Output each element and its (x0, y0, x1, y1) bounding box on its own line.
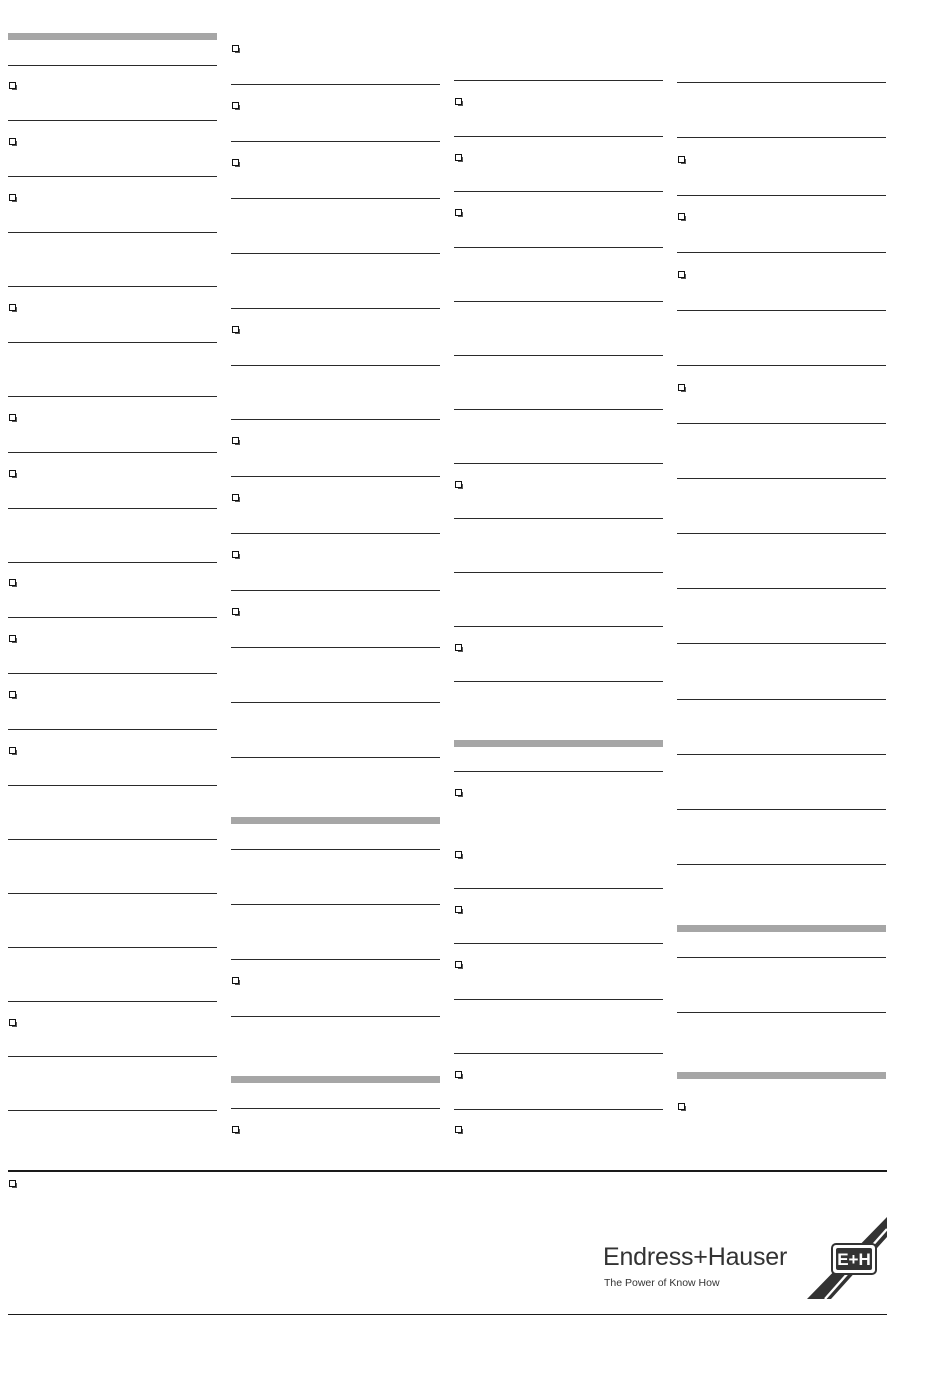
field-rule (231, 757, 440, 758)
checkbox[interactable] (9, 579, 16, 586)
field-rule (8, 1001, 217, 1002)
field-rule (231, 253, 440, 254)
field-rule (454, 409, 663, 410)
checkbox[interactable] (455, 154, 462, 161)
field-rule (454, 572, 663, 573)
section-header-bar (454, 740, 663, 747)
field-rule (454, 247, 663, 248)
field-rule (231, 141, 440, 142)
field-rule (231, 308, 440, 309)
field-rule (231, 198, 440, 199)
checkbox[interactable] (455, 789, 462, 796)
checkbox[interactable] (678, 384, 685, 391)
field-rule (8, 947, 217, 948)
section-header-bar (677, 1072, 886, 1079)
field-rule (8, 396, 217, 397)
field-rule (454, 136, 663, 137)
field-rule (8, 1110, 217, 1111)
checkbox[interactable] (455, 906, 462, 913)
field-rule (454, 771, 663, 772)
field-rule (231, 647, 440, 648)
checkbox[interactable] (9, 82, 16, 89)
field-rule (677, 809, 886, 810)
checkbox[interactable] (9, 194, 16, 201)
field-rule (8, 1056, 217, 1057)
field-rule (677, 423, 886, 424)
field-rule (677, 82, 886, 83)
form-column-3 (454, 0, 663, 1165)
field-rule (8, 342, 217, 343)
form-column-2 (231, 0, 440, 1165)
section-header-bar (8, 33, 217, 40)
field-rule (8, 232, 217, 233)
checkbox[interactable] (9, 470, 16, 477)
field-rule (454, 888, 663, 889)
field-rule (231, 959, 440, 960)
field-rule (677, 864, 886, 865)
checkbox[interactable] (9, 635, 16, 642)
checkbox[interactable] (9, 691, 16, 698)
checkbox[interactable] (455, 961, 462, 968)
field-rule (677, 643, 886, 644)
checkbox[interactable] (455, 481, 462, 488)
checkbox[interactable] (232, 437, 239, 444)
checkbox[interactable] (232, 45, 239, 52)
field-rule (677, 1012, 886, 1013)
field-rule (454, 1109, 663, 1110)
field-rule (454, 999, 663, 1000)
field-rule (677, 252, 886, 253)
footer-checkbox[interactable] (9, 1180, 16, 1187)
brand-tagline: The Power of Know How (604, 1277, 720, 1289)
field-rule (231, 533, 440, 534)
checkbox[interactable] (9, 304, 16, 311)
checkbox[interactable] (232, 102, 239, 109)
field-rule (8, 839, 217, 840)
field-rule (454, 1053, 663, 1054)
field-rule (677, 957, 886, 958)
section-header-bar (231, 817, 440, 824)
field-rule (454, 943, 663, 944)
checkbox[interactable] (232, 608, 239, 615)
checkbox[interactable] (9, 414, 16, 421)
checkbox[interactable] (455, 851, 462, 858)
field-rule (231, 419, 440, 420)
field-rule (231, 702, 440, 703)
brand-name: Endress+Hauser (603, 1243, 788, 1271)
field-rule (677, 533, 886, 534)
checkbox[interactable] (232, 326, 239, 333)
field-rule (231, 849, 440, 850)
checkbox[interactable] (455, 98, 462, 105)
field-rule (231, 590, 440, 591)
checkbox[interactable] (455, 1071, 462, 1078)
checkbox[interactable] (455, 644, 462, 651)
field-rule (231, 476, 440, 477)
checkbox[interactable] (232, 494, 239, 501)
eh-logo-icon (805, 1217, 889, 1306)
checkbox[interactable] (678, 156, 685, 163)
checkbox[interactable] (232, 551, 239, 558)
field-rule (231, 365, 440, 366)
field-rule (8, 893, 217, 894)
field-rule (8, 673, 217, 674)
field-rule (8, 562, 217, 563)
field-rule (231, 904, 440, 905)
field-rule (454, 80, 663, 81)
checkbox[interactable] (678, 271, 685, 278)
field-rule (454, 301, 663, 302)
field-rule (8, 65, 217, 66)
field-rule (8, 729, 217, 730)
field-rule (8, 176, 217, 177)
form-column-4 (677, 0, 886, 1165)
field-rule (8, 120, 217, 121)
checkbox[interactable] (455, 209, 462, 216)
logo-mark-text: E+H (837, 1250, 871, 1269)
field-rule (8, 286, 217, 287)
footer-bottom-rule (8, 1314, 887, 1315)
field-rule (677, 699, 886, 700)
field-rule (677, 137, 886, 138)
checkbox[interactable] (455, 1126, 462, 1133)
field-rule (677, 310, 886, 311)
section-header-bar (231, 1076, 440, 1083)
field-rule (677, 195, 886, 196)
field-rule (677, 588, 886, 589)
field-rule (677, 365, 886, 366)
field-rule (454, 191, 663, 192)
form-column-1 (8, 0, 217, 1165)
field-rule (231, 1108, 440, 1109)
checkbox[interactable] (9, 1019, 16, 1026)
field-rule (8, 508, 217, 509)
checkbox[interactable] (232, 1126, 239, 1133)
checkbox[interactable] (678, 1103, 685, 1110)
field-rule (8, 785, 217, 786)
field-rule (231, 1016, 440, 1017)
field-rule (8, 452, 217, 453)
checkbox[interactable] (9, 747, 16, 754)
footer-top-rule (8, 1170, 887, 1172)
field-rule (231, 84, 440, 85)
field-rule (677, 478, 886, 479)
checkbox[interactable] (9, 138, 16, 145)
field-rule (677, 754, 886, 755)
field-rule (454, 626, 663, 627)
checkbox[interactable] (232, 977, 239, 984)
section-header-bar (677, 925, 886, 932)
checkbox[interactable] (678, 213, 685, 220)
field-rule (8, 617, 217, 618)
field-rule (454, 463, 663, 464)
field-rule (454, 355, 663, 356)
field-rule (454, 518, 663, 519)
checkbox[interactable] (232, 159, 239, 166)
field-rule (454, 681, 663, 682)
